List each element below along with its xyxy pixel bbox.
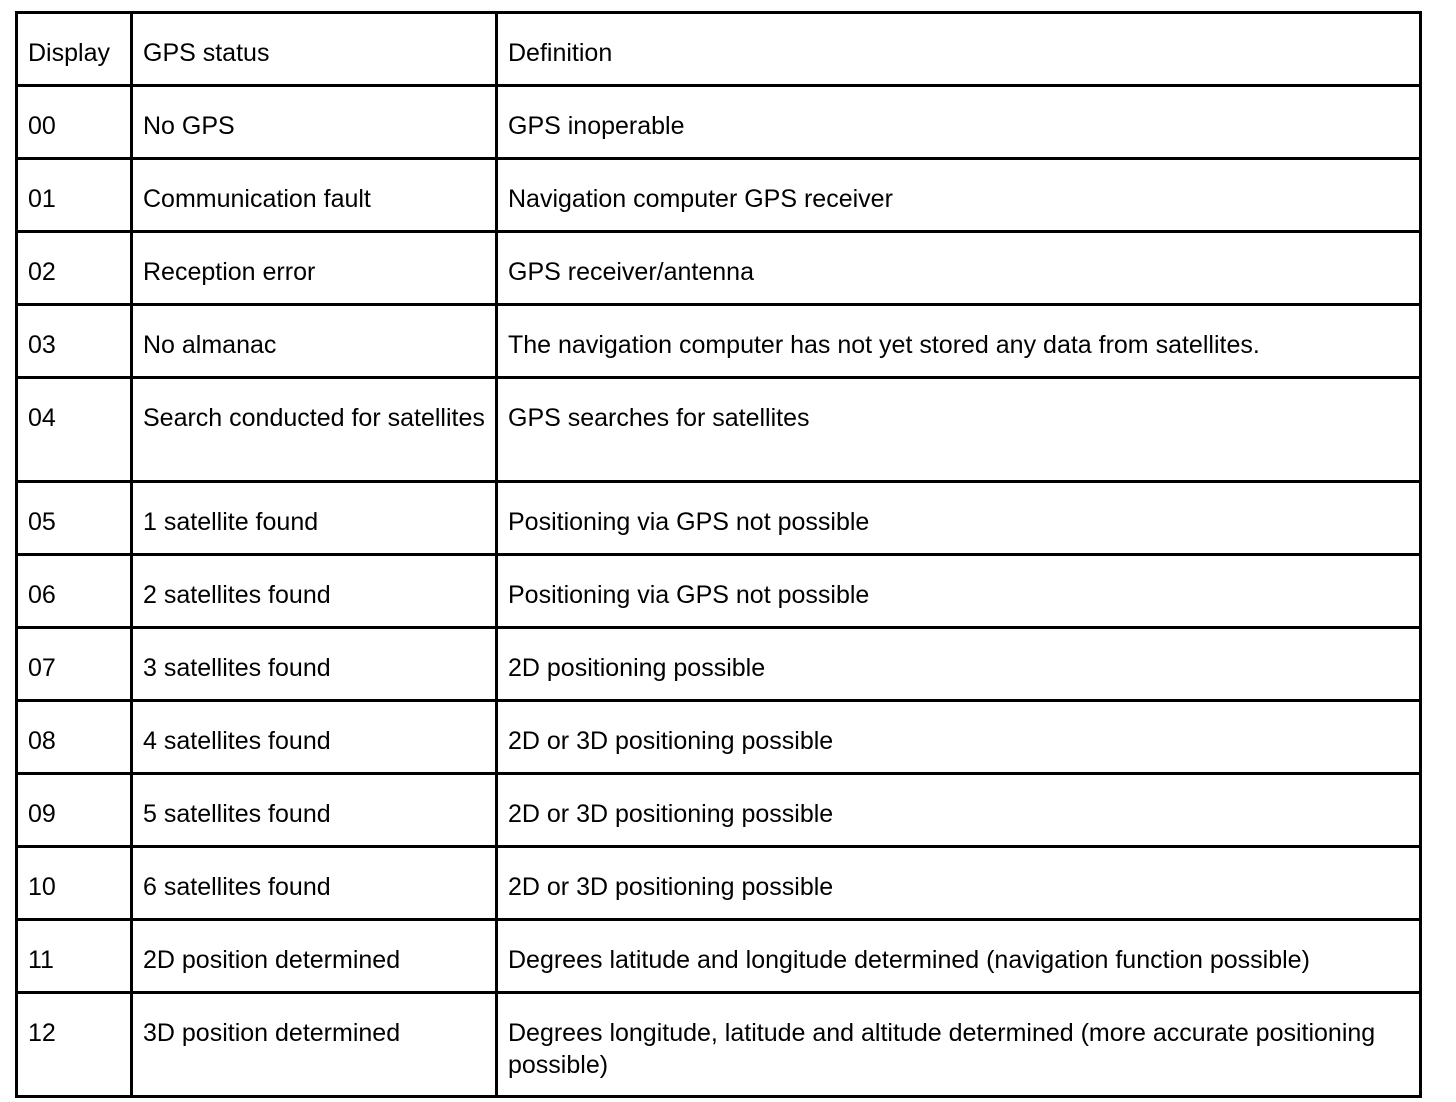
cell-display: 03 (17, 305, 132, 378)
table-row (17, 482, 1421, 555)
header-display: Display (17, 13, 132, 86)
cell-definition: 2D or 3D positioning possible (497, 774, 1421, 847)
cell-gps-status: 2 satellites found (132, 555, 497, 628)
cell-gps-status: 3 satellites found (132, 628, 497, 701)
cell-gps-status: 4 satellites found (132, 701, 497, 774)
cell-gps-status: Search conducted for satellites (132, 378, 497, 482)
cell-gps-status: 2D position determined (132, 920, 497, 993)
cell-definition: 2D or 3D positioning possible (497, 701, 1421, 774)
cell-display: 04 (17, 378, 132, 482)
table-header-row (17, 13, 1421, 86)
table-row (17, 628, 1421, 701)
cell-display: 12 (17, 993, 132, 1097)
cell-definition: 2D positioning possible (497, 628, 1421, 701)
cell-gps-status: 3D position determined (132, 993, 497, 1097)
cell-display: 06 (17, 555, 132, 628)
cell-display: 02 (17, 232, 132, 305)
cell-definition: GPS inoperable (497, 86, 1421, 159)
cell-definition: Degrees latitude and longitude determined (navigation function possible) (497, 920, 1421, 993)
table-row (17, 232, 1421, 305)
table-row (17, 86, 1421, 159)
cell-definition: GPS receiver/antenna (497, 232, 1421, 305)
table-row (17, 555, 1421, 628)
cell-display: 07 (17, 628, 132, 701)
cell-gps-status: Communication fault (132, 159, 497, 232)
table-row (17, 701, 1421, 774)
table-row (17, 920, 1421, 993)
cell-definition: Positioning via GPS not possible (497, 482, 1421, 555)
table-row (17, 378, 1421, 482)
cell-definition: Positioning via GPS not possible (497, 555, 1421, 628)
table-row (17, 774, 1421, 847)
cell-display: 00 (17, 86, 132, 159)
table-row (17, 847, 1421, 920)
table-row (17, 159, 1421, 232)
cell-display: 11 (17, 920, 132, 993)
gps-status-table (15, 11, 1422, 1098)
cell-definition: Degrees longitude, latitude and altitude determined (more accurate positioning possible) (497, 993, 1421, 1097)
cell-display: 10 (17, 847, 132, 920)
cell-display: 05 (17, 482, 132, 555)
header-gps-status: GPS status (132, 13, 497, 86)
cell-gps-status: Reception error (132, 232, 497, 305)
cell-definition: 2D or 3D positioning possible (497, 847, 1421, 920)
cell-gps-status: 6 satellites found (132, 847, 497, 920)
cell-display: 01 (17, 159, 132, 232)
cell-definition: The navigation computer has not yet stored any data from satellites. (497, 305, 1421, 378)
cell-gps-status: No almanac (132, 305, 497, 378)
cell-display: 09 (17, 774, 132, 847)
cell-display: 08 (17, 701, 132, 774)
table-row (17, 305, 1421, 378)
cell-gps-status: No GPS (132, 86, 497, 159)
cell-definition: Navigation computer GPS receiver (497, 159, 1421, 232)
cell-definition: GPS searches for satellites (497, 378, 1421, 482)
cell-gps-status: 1 satellite found (132, 482, 497, 555)
table-row (17, 993, 1421, 1097)
header-definition: Definition (497, 13, 1421, 86)
cell-gps-status: 5 satellites found (132, 774, 497, 847)
